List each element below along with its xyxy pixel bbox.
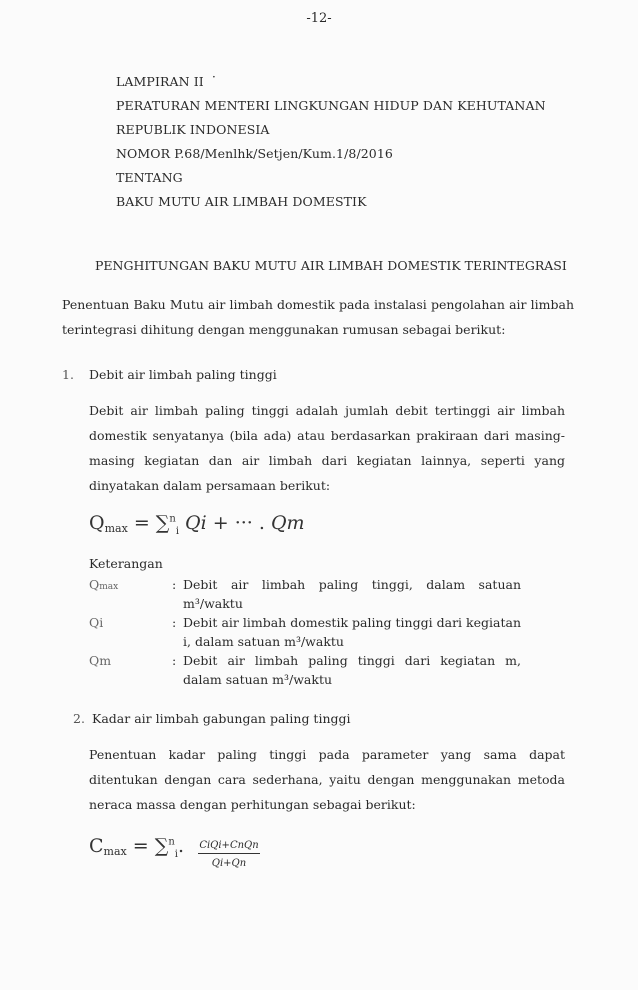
formula-cmax-denominator: Qi+Qn xyxy=(211,858,247,869)
formula-cmax-sigma-sup: n xyxy=(168,836,175,848)
legend-title: Keterangan xyxy=(89,556,163,571)
legend-desc-qm: Debit air limbah paling tinggi dari kegiatan m, dalam satuan m³/waktu xyxy=(183,653,521,687)
header-line-lampiran: LAMPIRAN II xyxy=(116,74,204,89)
intro-paragraph: Penentuan Baku Mutu air limbah domestik pada instalasi pengolahan air limbah terintegrasi dihitung dengan menggunakan rumusan sebagai berikut: xyxy=(62,297,574,337)
formula-qmax-sigma-sup: n xyxy=(169,513,176,525)
item1-body: Debit air limbah paling tinggi adalah jumlah debit tertinggi air limbah domestik senyatanya (bila ada) atau berdasarkan prakiraan dari masing-masing kegiatan dan air limbah dari kegiatan lainnya, seperti yang dinyatakan dalam persamaan berikut: xyxy=(89,403,565,493)
formula-qmax-term-qi: Qi xyxy=(179,512,207,534)
header-line-subject: BAKU MUTU AIR LIMBAH DOMESTIK xyxy=(116,194,367,209)
item2-number: 2. xyxy=(73,711,85,726)
formula-qmax-lhs-sub: max xyxy=(104,522,128,535)
item2-title: Kadar air limbah gabungan paling tinggi xyxy=(92,711,351,726)
item2-body: Penentuan kadar paling tinggi pada parameter yang sama dapat ditentukan dengan cara sederhana, yaitu dengan menggunakan metoda neraca massa dengan perhitungan sebagai berikut: xyxy=(89,747,565,812)
formula-cmax-lhs: C xyxy=(89,835,104,857)
legend-colon: : xyxy=(172,615,177,630)
formula-qmax-lhs: Q xyxy=(89,512,105,534)
formula-qmax-term-qm: Qm xyxy=(270,512,305,534)
formula-cmax-lhs-sub: max xyxy=(103,845,127,858)
item1-number: 1. xyxy=(62,367,74,382)
legend-desc-qi: Debit air limbah domestik paling tinggi dari kegiatan i, dalam satuan m³/waktu xyxy=(183,615,521,649)
legend-desc-qmax: Debit air limbah paling tinggi, dalam satuan m³/waktu xyxy=(183,577,521,611)
formula-cmax-eq: = xyxy=(126,835,155,857)
legend-symbol-qm: Qm xyxy=(89,653,112,668)
formula-qmax xyxy=(89,512,305,537)
formula-qmax-eq: = xyxy=(127,512,156,534)
formula-qmax-sigma: ∑ xyxy=(155,512,170,534)
document-header xyxy=(116,70,546,214)
formula-cmax-sigma: ∑ xyxy=(154,835,169,857)
formula-cmax-numerator: CiQi+CnQn xyxy=(199,840,259,851)
legend-colon: : xyxy=(172,653,177,668)
legend-symbol-qmax: Qmax xyxy=(89,577,119,592)
item1-title: Debit air limbah paling tinggi xyxy=(89,367,277,382)
formula-qmax-sigma-sub: i xyxy=(175,525,180,537)
legend-symbol-qi: Qi xyxy=(89,615,104,630)
formula-qmax-ellipsis: + ··· . xyxy=(206,512,271,534)
formula-cmax-fraction-bar xyxy=(198,853,260,854)
header-line-republik: REPUBLIK INDONESIA xyxy=(116,122,270,137)
formula-cmax xyxy=(89,835,184,860)
formula-cmax-dot: . xyxy=(177,835,185,857)
page-number: -12- xyxy=(306,11,332,26)
header-line-tentang: TENTANG xyxy=(116,170,183,185)
stray-dot-mark: · xyxy=(212,70,216,84)
header-line-nomor: NOMOR P.68/Menlhk/Setjen/Kum.1/8/2016 xyxy=(116,146,393,161)
formula-cmax-sigma-sub: i xyxy=(174,848,178,860)
header-line-peraturan: PERATURAN MENTERI LINGKUNGAN HIDUP DAN KEHUTANAN xyxy=(116,98,546,113)
legend-colon: : xyxy=(172,577,177,592)
section-title: PENGHITUNGAN BAKU MUTU AIR LIMBAH DOMESTIK TERINTEGRASI xyxy=(95,258,567,273)
